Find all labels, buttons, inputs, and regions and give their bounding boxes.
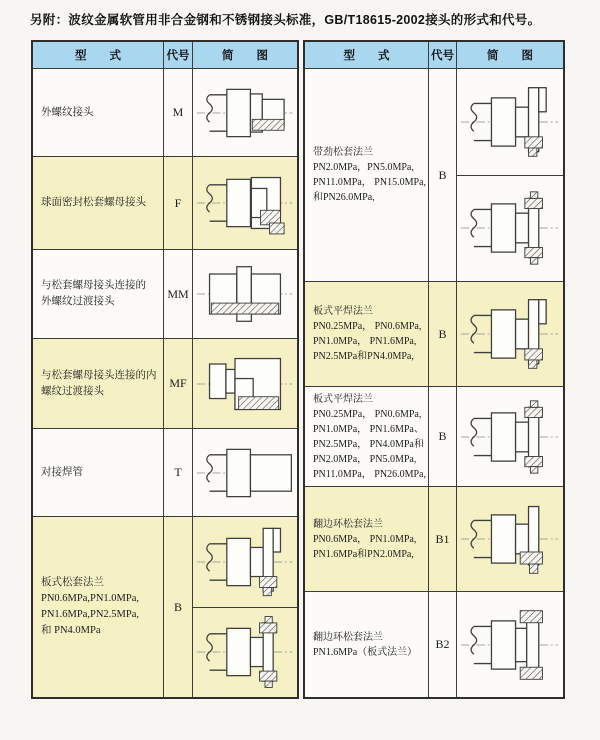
table-row	[305, 487, 563, 592]
type-label: 翻边环松套法兰	[313, 518, 383, 530]
table-row	[305, 69, 563, 282]
document-title: 另附：波纹金属软管用非合金钢和不锈钢接头标准，GB/T18615-2002接头的形式和代号。	[30, 13, 541, 27]
table-row	[305, 387, 563, 487]
diagram-cell	[457, 69, 563, 281]
type-label: 带劲松套法兰	[313, 147, 373, 158]
type-label: PN1.6MPa（板式法兰）	[313, 646, 418, 658]
column-header-code: 代号	[429, 42, 457, 68]
table-row	[33, 339, 297, 429]
code-label: B	[429, 282, 457, 386]
type-label: PN1.6MPa和PN2.0MPa,	[313, 548, 414, 560]
diagram-neck-loose-flange-stub	[459, 78, 561, 166]
diagram-subcell	[457, 69, 563, 176]
code-label: B2	[429, 592, 457, 697]
diagram-cell	[193, 250, 297, 338]
type-label: 螺纹过渡接头	[41, 385, 104, 397]
diagram-cell	[457, 282, 563, 386]
diagram-cell	[193, 69, 297, 156]
table-row	[33, 69, 297, 157]
diagram-flared-ring-plate-flange	[459, 600, 561, 690]
column-header-diagram: 简 图	[457, 42, 563, 68]
type-label: PN2.0MPa， PN5.0MPa,	[313, 453, 417, 465]
diagram-cell	[193, 157, 297, 249]
diagram-butt-weld-pipe	[195, 435, 295, 511]
diagram-subcell	[193, 608, 297, 698]
type-label: PN0.6MPa,PN1.0MPa,	[41, 593, 140, 604]
type-label: PN11.0MPa， PN15.0MPa,	[313, 177, 426, 188]
type-label: 与松套螺母接头连接的内	[41, 369, 157, 381]
column-header-type: 型 式	[33, 42, 164, 68]
type-label: PN0.25MPa， PN0.6MPa,	[313, 321, 422, 332]
table-row	[33, 517, 297, 697]
code-label: MF	[164, 339, 193, 428]
diagram-cell	[457, 592, 563, 697]
type-label: 板式松套法兰	[41, 577, 104, 588]
diagram-subcell	[457, 176, 563, 282]
diagram-male-female-adapter	[195, 345, 295, 423]
type-label: PN2.0MPa，PN5.0MPa,	[313, 162, 414, 173]
type-label: 板式平焊法兰	[313, 306, 373, 317]
code-label: T	[164, 429, 193, 516]
table-row	[33, 429, 297, 517]
type-label: PN11.0MPa， PN26.0MPa,	[313, 468, 426, 480]
type-label: PN0.6MPa， PN1.0MPa,	[313, 533, 417, 545]
code-label: MM	[164, 250, 193, 338]
diagram-spherical-nut-fitting	[195, 164, 295, 242]
code-label: F	[164, 157, 193, 249]
diagram-cell	[193, 517, 297, 697]
diagram-plate-weld-flange-bolted	[459, 394, 561, 480]
type-label: PN1.6MPa,PN2.5MPa,	[41, 609, 140, 620]
diagram-neck-loose-flange-bolted	[459, 184, 561, 272]
type-label: PN1.0MPa， PN1.6MPa,	[313, 336, 417, 347]
table-row	[305, 282, 563, 387]
diagram-subcell	[193, 517, 297, 608]
type-label: PN0.25MPa， PN0.6MPa,	[313, 408, 422, 420]
diagram-male-male-adapter	[195, 255, 295, 333]
code-label: M	[164, 69, 193, 156]
fitting-table-left	[31, 40, 299, 699]
code-label: B	[164, 517, 193, 697]
column-header-diagram: 简 图	[193, 42, 297, 68]
table-row	[33, 157, 297, 250]
diagram-cell	[193, 339, 297, 428]
type-label: 对接焊管	[41, 466, 83, 478]
diagram-cell	[457, 487, 563, 591]
column-header-type: 型 式	[305, 42, 429, 68]
type-label: 外螺纹接头	[41, 106, 94, 118]
diagram-plate-loose-flange-bolted	[195, 612, 295, 692]
diagram-male-thread-fitting	[195, 75, 295, 151]
type-label: 与松套螺母接头连接的	[41, 280, 146, 291]
table-header-row	[305, 42, 563, 69]
fitting-table-right	[303, 40, 565, 699]
diagram-plate-weld-flange-stub	[459, 289, 561, 379]
diagram-cell	[193, 429, 297, 516]
type-label: 球面密封松套螺母接头	[41, 197, 146, 208]
column-header-code: 代号	[164, 42, 193, 68]
table-row	[305, 592, 563, 697]
type-label: 和 PN4.0MPa	[41, 625, 101, 636]
type-label: PN2.5MPa， PN4.0MPa和	[313, 438, 424, 450]
type-label: 外螺纹过渡接头	[41, 296, 115, 307]
type-label: 和PN26.0MPa,	[313, 192, 375, 203]
type-label: 翻边环松套法兰	[313, 631, 383, 643]
code-label: B	[429, 387, 457, 486]
table-row	[33, 250, 297, 339]
code-label: B	[429, 69, 457, 281]
diagram-cell	[457, 387, 563, 486]
code-label: B1	[429, 487, 457, 591]
type-label: 板式平焊法兰	[313, 393, 373, 405]
diagram-plate-loose-flange-stub	[195, 522, 295, 602]
type-label: PN2.5MPa和PN4.0MPa,	[313, 351, 414, 362]
type-label: PN1.0MPa， PN1.6MPa、	[313, 423, 424, 435]
diagram-flared-ring-loose-flange	[459, 494, 561, 584]
table-header-row	[33, 42, 297, 69]
